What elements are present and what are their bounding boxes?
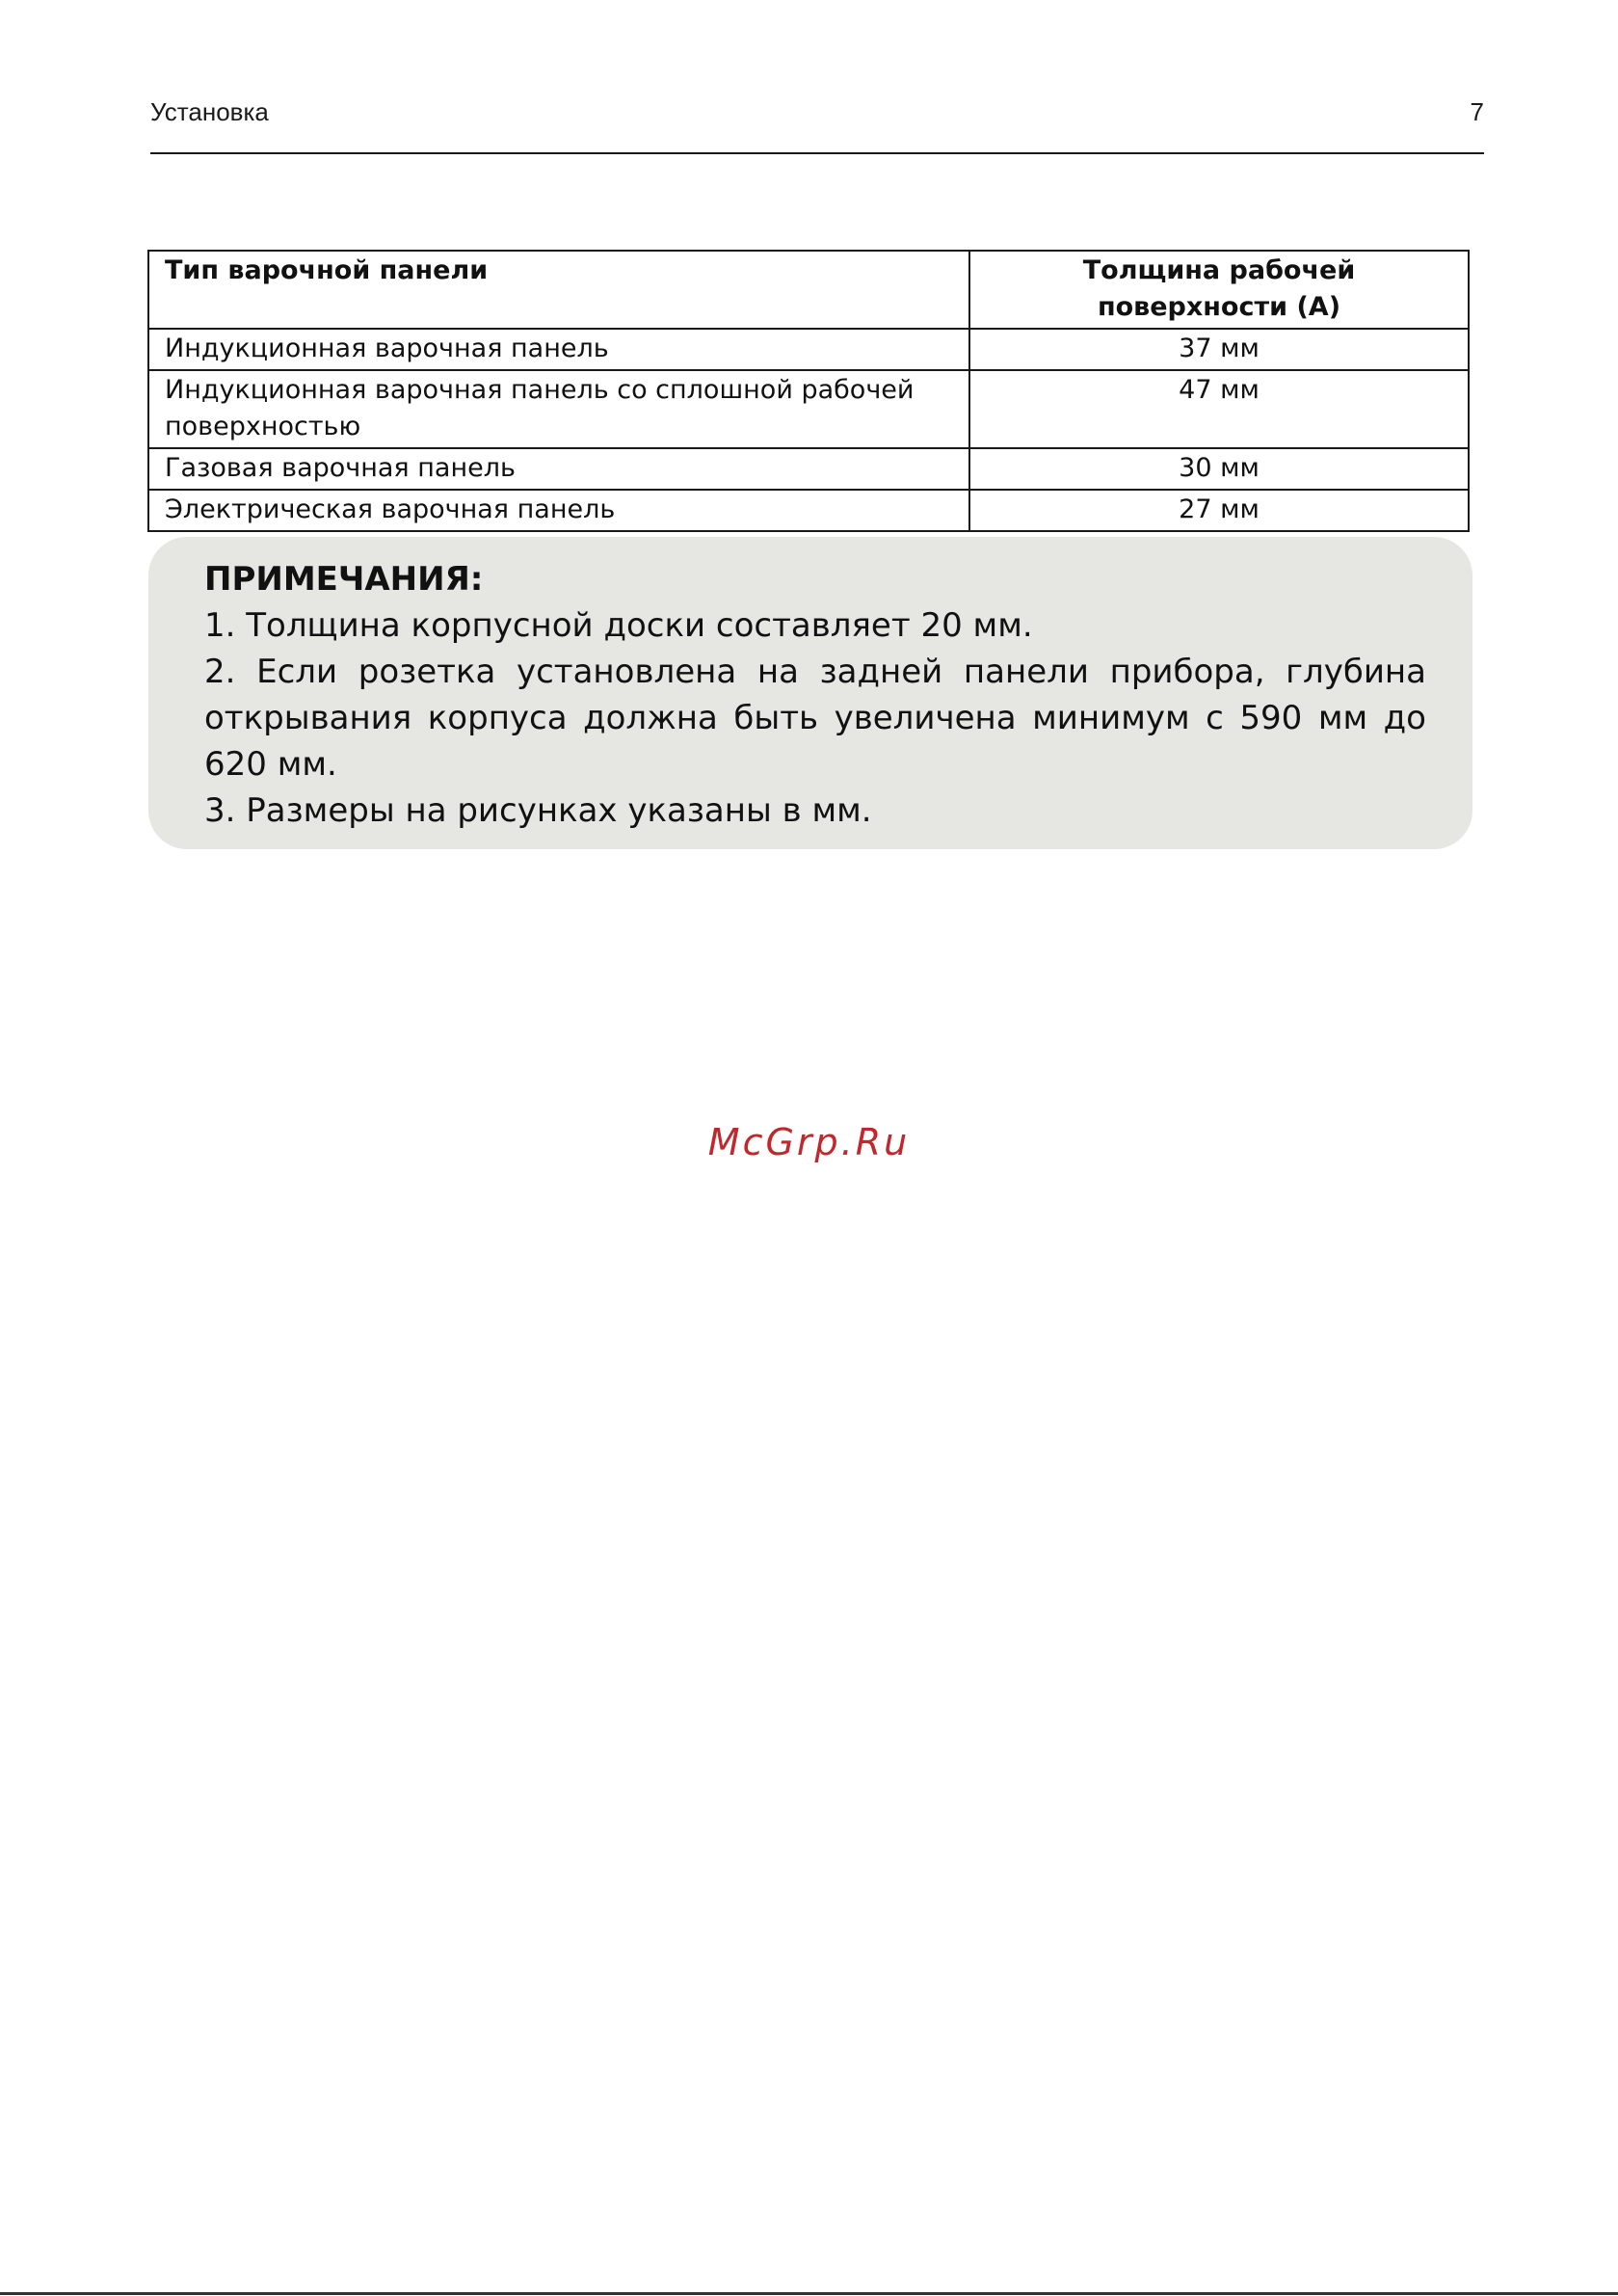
page-number: 7	[1470, 97, 1484, 126]
table-row	[148, 448, 1469, 490]
column-header-thickness: Толщина рабочей поверхности (A)	[969, 251, 1469, 329]
note-item: 1. Толщина корпусной доски составляет 20 мм.	[204, 606, 1033, 645]
watermark-logo[interactable]: McGrp.Ru	[707, 1121, 911, 1163]
cell-thickness: 27 мм	[969, 490, 1469, 531]
page-bottom-divider	[0, 2292, 1618, 2295]
table-header-row	[148, 251, 1469, 329]
table-row	[148, 329, 1469, 370]
section-title: Установка	[150, 97, 269, 126]
table-row	[148, 370, 1469, 448]
table-row	[148, 490, 1469, 531]
notes-box	[148, 537, 1472, 849]
cell-thickness: 47 мм	[969, 370, 1469, 448]
cell-thickness: 37 мм	[969, 329, 1469, 370]
notes-title: ПРИМЕЧАНИЯ:	[204, 560, 484, 599]
cell-thickness: 30 мм	[969, 448, 1469, 490]
cell-hob-type: Электрическая варочная панель	[148, 490, 969, 531]
note-item: 2. Если розетка установлена на задней панели прибора, глубина открывания корпуса должна быть увеличена минимум с 590 мм до 620 мм.	[204, 653, 1426, 784]
cell-hob-type: Индукционная варочная панель со сплошной рабочей поверхностью	[148, 370, 969, 448]
cell-hob-type: Газовая варочная панель	[148, 448, 969, 490]
column-header-hob-type: Тип варочной панели	[148, 251, 969, 329]
note-item: 3. Размеры на рисунках указаны в мм.	[204, 791, 872, 830]
hob-thickness-table	[147, 250, 1470, 532]
cell-hob-type: Индукционная варочная панель	[148, 329, 969, 370]
page-header	[150, 94, 1484, 154]
